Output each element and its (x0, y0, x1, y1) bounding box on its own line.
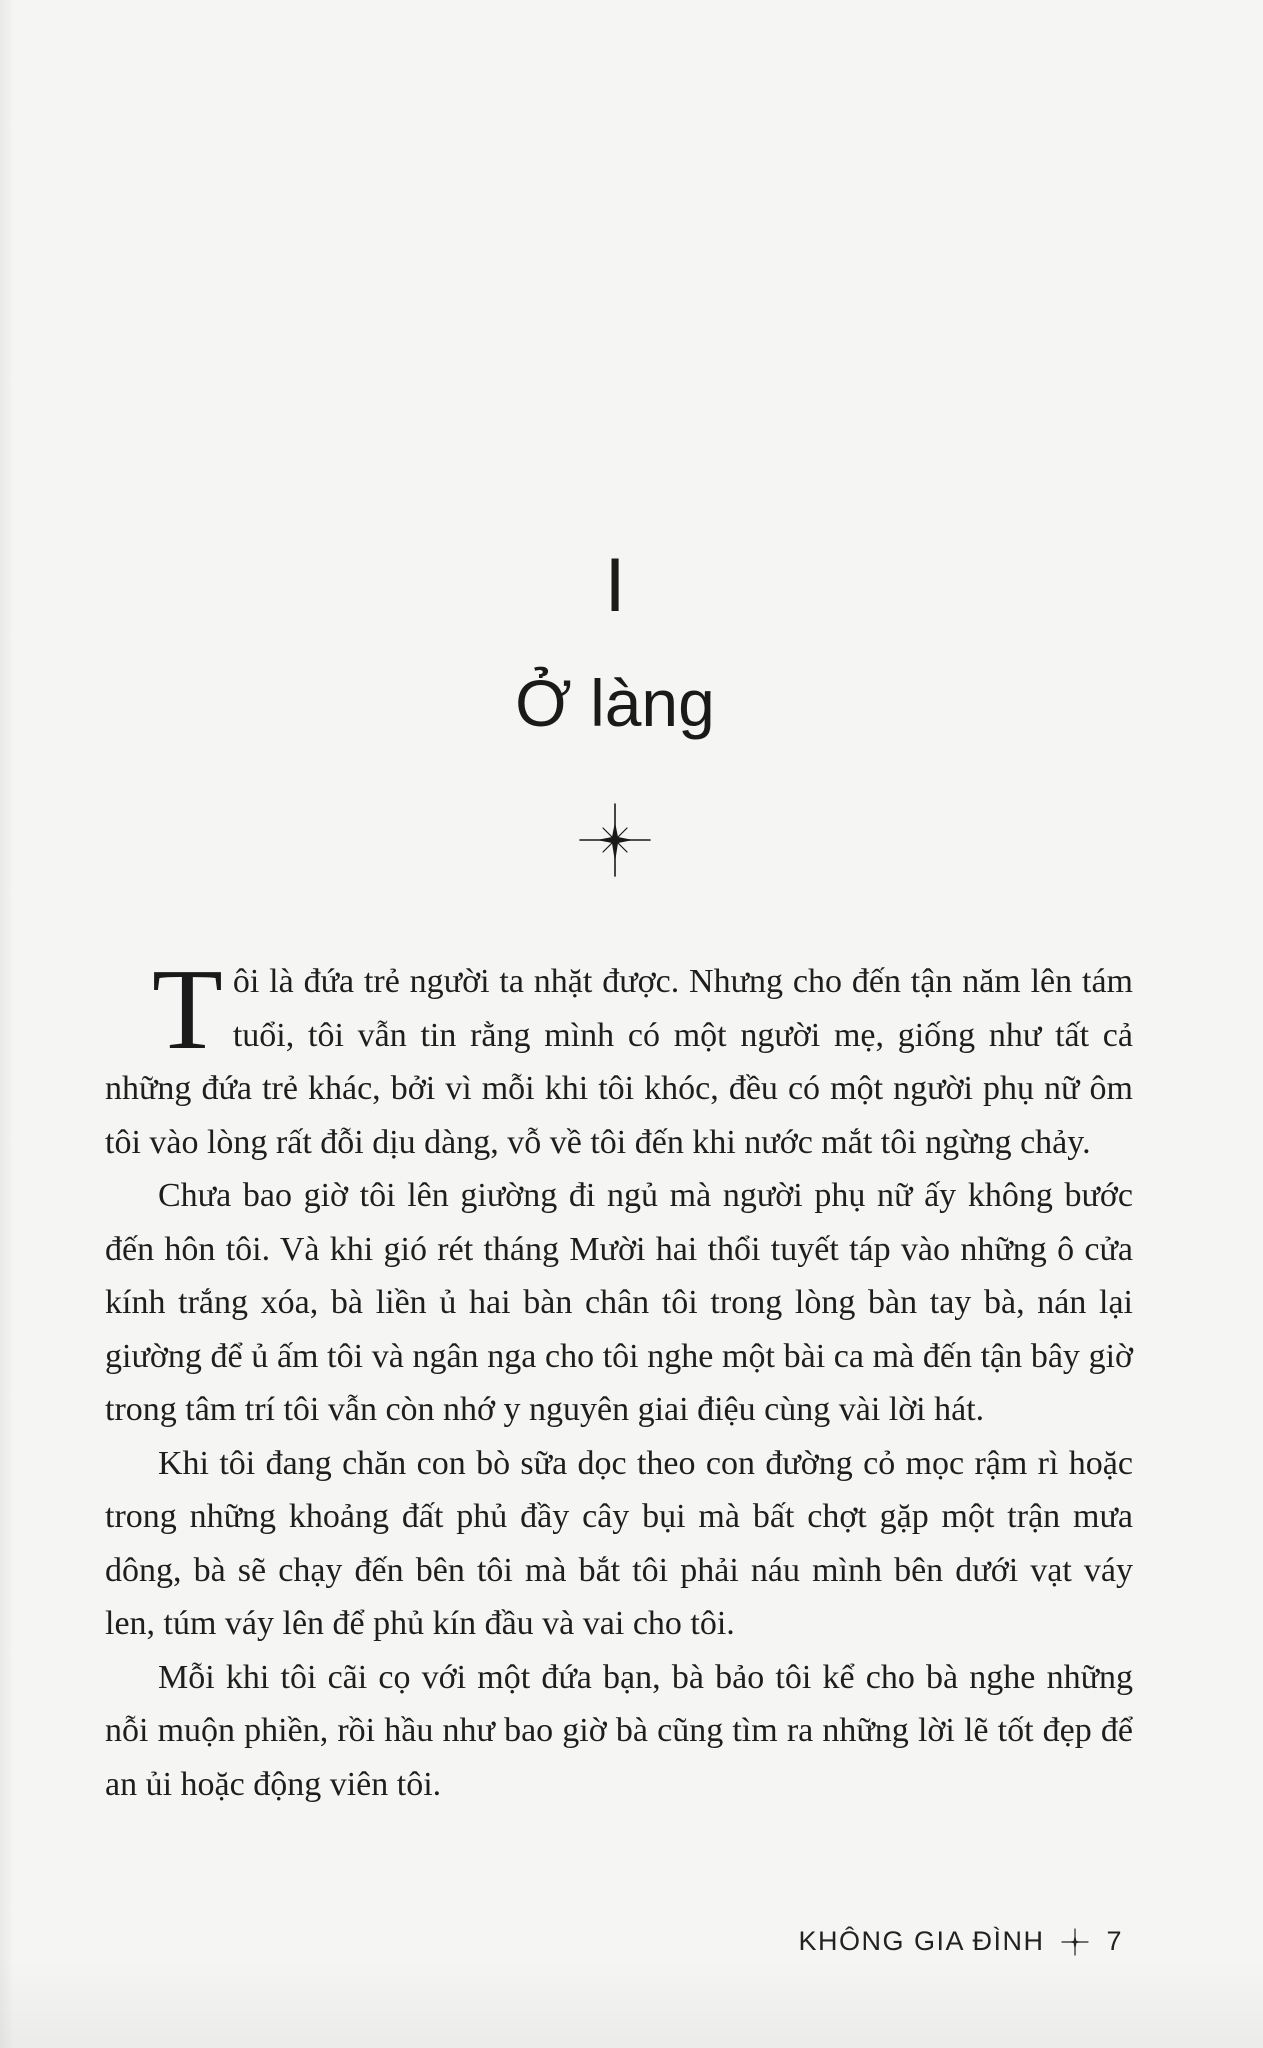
drop-cap: T (152, 946, 223, 1074)
paragraph-1 (105, 946, 1133, 1169)
paragraph-2: Chưa bao giờ tôi lên giường đi ngủ mà người phụ nữ ấy không bước đến hôn tôi. Và khi gió rét tháng Mười hai thổi tuyết táp vào những ô cửa kính trắng xóa, bà liền ủ hai bàn chân tôi trong lòng bàn tay bà, nán lại giường để ủ ấm tôi và ngân nga cho tôi nghe một bài ca mà đến tận bây giờ trong tâm trí tôi vẫn còn nhớ y nguyên giai điệu cùng vài lời hát. (105, 1177, 1133, 1428)
paragraph-4: Mỗi khi tôi cãi cọ với một đứa bạn, bà bảo tôi kể cho bà nghe những nỗi muộn phiền, rồi hầu như bao giờ bà cũng tìm ra những lời lẽ tốt đẹp để an ủi hoặc động viên tôi. (105, 1658, 1133, 1803)
running-title: KHÔNG GIA ĐÌNH (798, 1926, 1045, 1956)
paragraph-3: Khi tôi đang chăn con bò sữa dọc theo con đường cỏ mọc rậm rì hoặc trong những khoảng đất phủ đầy cây bụi mà bất chợt gặp một trận mưa dông, bà sẽ chạy đến bên tôi mà bắt tôi phải náu mình bên dưới vạt váy len, túm váy lên để phủ kín đầu và vai cho tôi. (105, 1444, 1133, 1642)
body-text (105, 946, 1133, 1811)
paragraph-1-text: ôi là đứa trẻ người ta nhặt được. Nhưng cho đến tận năm lên tám tuổi, tôi vẫn tin rằng mình có một người mẹ, giống như tất cả những đứa trẻ khác, bởi vì mỗi khi tôi khóc, đều có một người phụ nữ ôm tôi vào lòng rất đỗi dịu dàng, vỗ về tôi đến khi nước mắt tôi ngừng chảy. (105, 963, 1133, 1161)
page-footer (798, 1926, 1123, 1957)
chapter-title: Ở làng (515, 666, 715, 740)
small-star-icon (1060, 1927, 1090, 1957)
chapter-number: I (604, 543, 626, 628)
four-point-star-icon (578, 800, 652, 880)
page-number: 7 (1106, 1926, 1123, 1956)
